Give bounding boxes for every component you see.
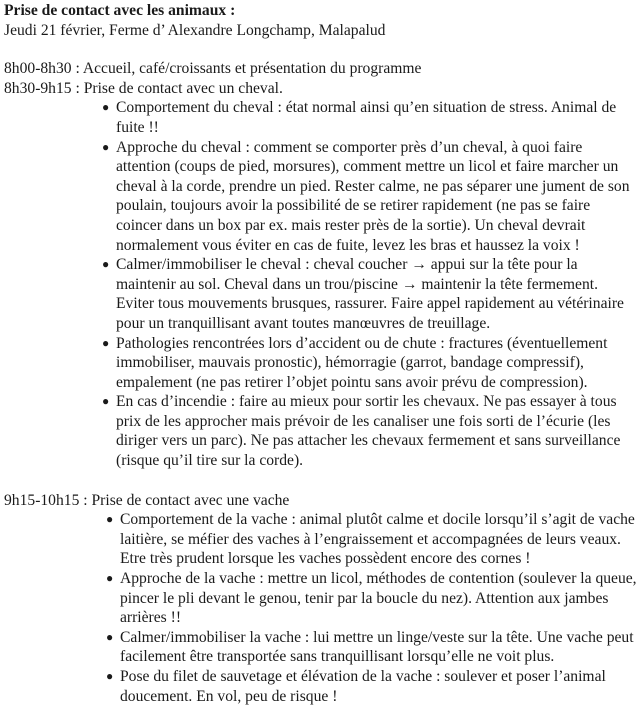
schedule-line-vache [4,491,641,511]
schedule-line-cheval [4,79,641,99]
list-item [102,98,641,137]
bullet-icon: ● [106,629,114,644]
list-item-text: Pose du filet de sauvetage et élévation de la vache : soulever et poser l’animal doucement. En vol, peu de risque ! [120,668,606,705]
list-item-text: Pathologies rencontrées lors d’accident ou de chute : fractures (éventuellement immobiliser, mauvais pronostic), hémorragie (garrot, bandage compressif), empalement (ne pas retirer l’objet pointu sans avoir prévu de compression). [116,334,608,391]
bullet-icon: ● [102,335,110,350]
bullet-icon: ● [102,257,110,272]
list-item [106,628,641,667]
list-item [106,510,641,569]
schedule-time: 9h15-10h15 [4,491,80,509]
cheval-list [4,98,641,470]
document-title: Prise de contact avec les animaux : [4,2,236,19]
schedule-text: : Accueil, café/croissants et présentation du programme [71,60,422,78]
list-item [102,138,641,256]
list-item [102,255,641,333]
list-item [102,334,641,393]
schedule-text: : Prise de contact avec un cheval. [71,79,283,97]
bullet-icon: ● [102,139,110,154]
vache-list [4,510,641,706]
list-item-text: Approche de la vache : mettre un licol, méthodes de contention (soulever la queue, pincer le pli devant le genou, tenir par la boucle du nez). Attention aux jambes arrières !! [120,570,637,627]
list-item [106,667,641,706]
schedule-time: 8h00-8h30 [4,60,72,78]
bullet-icon: ● [106,571,114,586]
bullet-icon: ● [106,669,114,683]
document-subtitle: Jeudi 21 février, Ferme d’ Alexandre Longchamp, Malapalud [4,21,386,39]
list-item-text: Calmer/immobiliser la vache : lui mettre un linge/veste sur la tête. Une vache peut facilement être transportée sans tranquillisant lorsqu’elle ne voit plus. [120,628,634,666]
list-item-text: Calmer/immobiliser le cheval : cheval coucher → appui sur la tête pour la maintenir au sol. Cheval dans un trou/piscine → maintenir la tête fermement. Eviter tous mouvements brusques, rassurer. Faire appel rapidement au vétérinaire pour un tranquillisant avant toutes manœuvres de treuillage. [116,256,624,332]
bullet-icon: ● [106,512,114,527]
schedule-text: : Prise de contact avec une vache [79,491,290,509]
bullet-icon: ● [102,394,110,409]
bullet-icon: ● [102,100,110,115]
list-item [102,392,641,470]
schedule-line-accueil [4,59,641,79]
list-item-text: En cas d’incendie : faire au mieux pour sortir les chevaux. Ne pas essayer à tous prix de les approcher mais prévoir de les canaliser une fois sorti de l’écurie (les diriger vers un parc). Ne pas attacher les chevaux fermement et sans surveillance (risque qu’il tire sur la corde). [116,393,621,470]
list-item-text: Comportement de la vache : animal plutôt calme et docile lorsqu’il s’agit de vache laitière, se méfier des vaches à l’engraissement et accompagnées de leurs veaux. Etre très prudent lorsque les vaches possèdent encore des cornes ! [120,511,635,568]
list-item [106,569,641,628]
list-item-text: Approche du cheval : comment se comporter près d’un cheval, à quoi faire attention (coups de pied, morsures), comment mettre un licol et faire marcher un cheval à la corde, prendre un pied. Rester calme, ne pas séparer une jument de son poulain, toujours avoir la possibilité de se retirer rapidement (ne pas se faire coincer dans un box par ex. mais rester près de la sortie). Un cheval devrait normalement vous éviter en cas de fuite, levez les bras et haussez la voix ! [116,138,630,254]
schedule-time: 8h30-9h15 [4,79,72,97]
list-item-text: Comportement du cheval : état normal ainsi qu’en situation de stress. Animal de fuite !! [116,99,617,136]
